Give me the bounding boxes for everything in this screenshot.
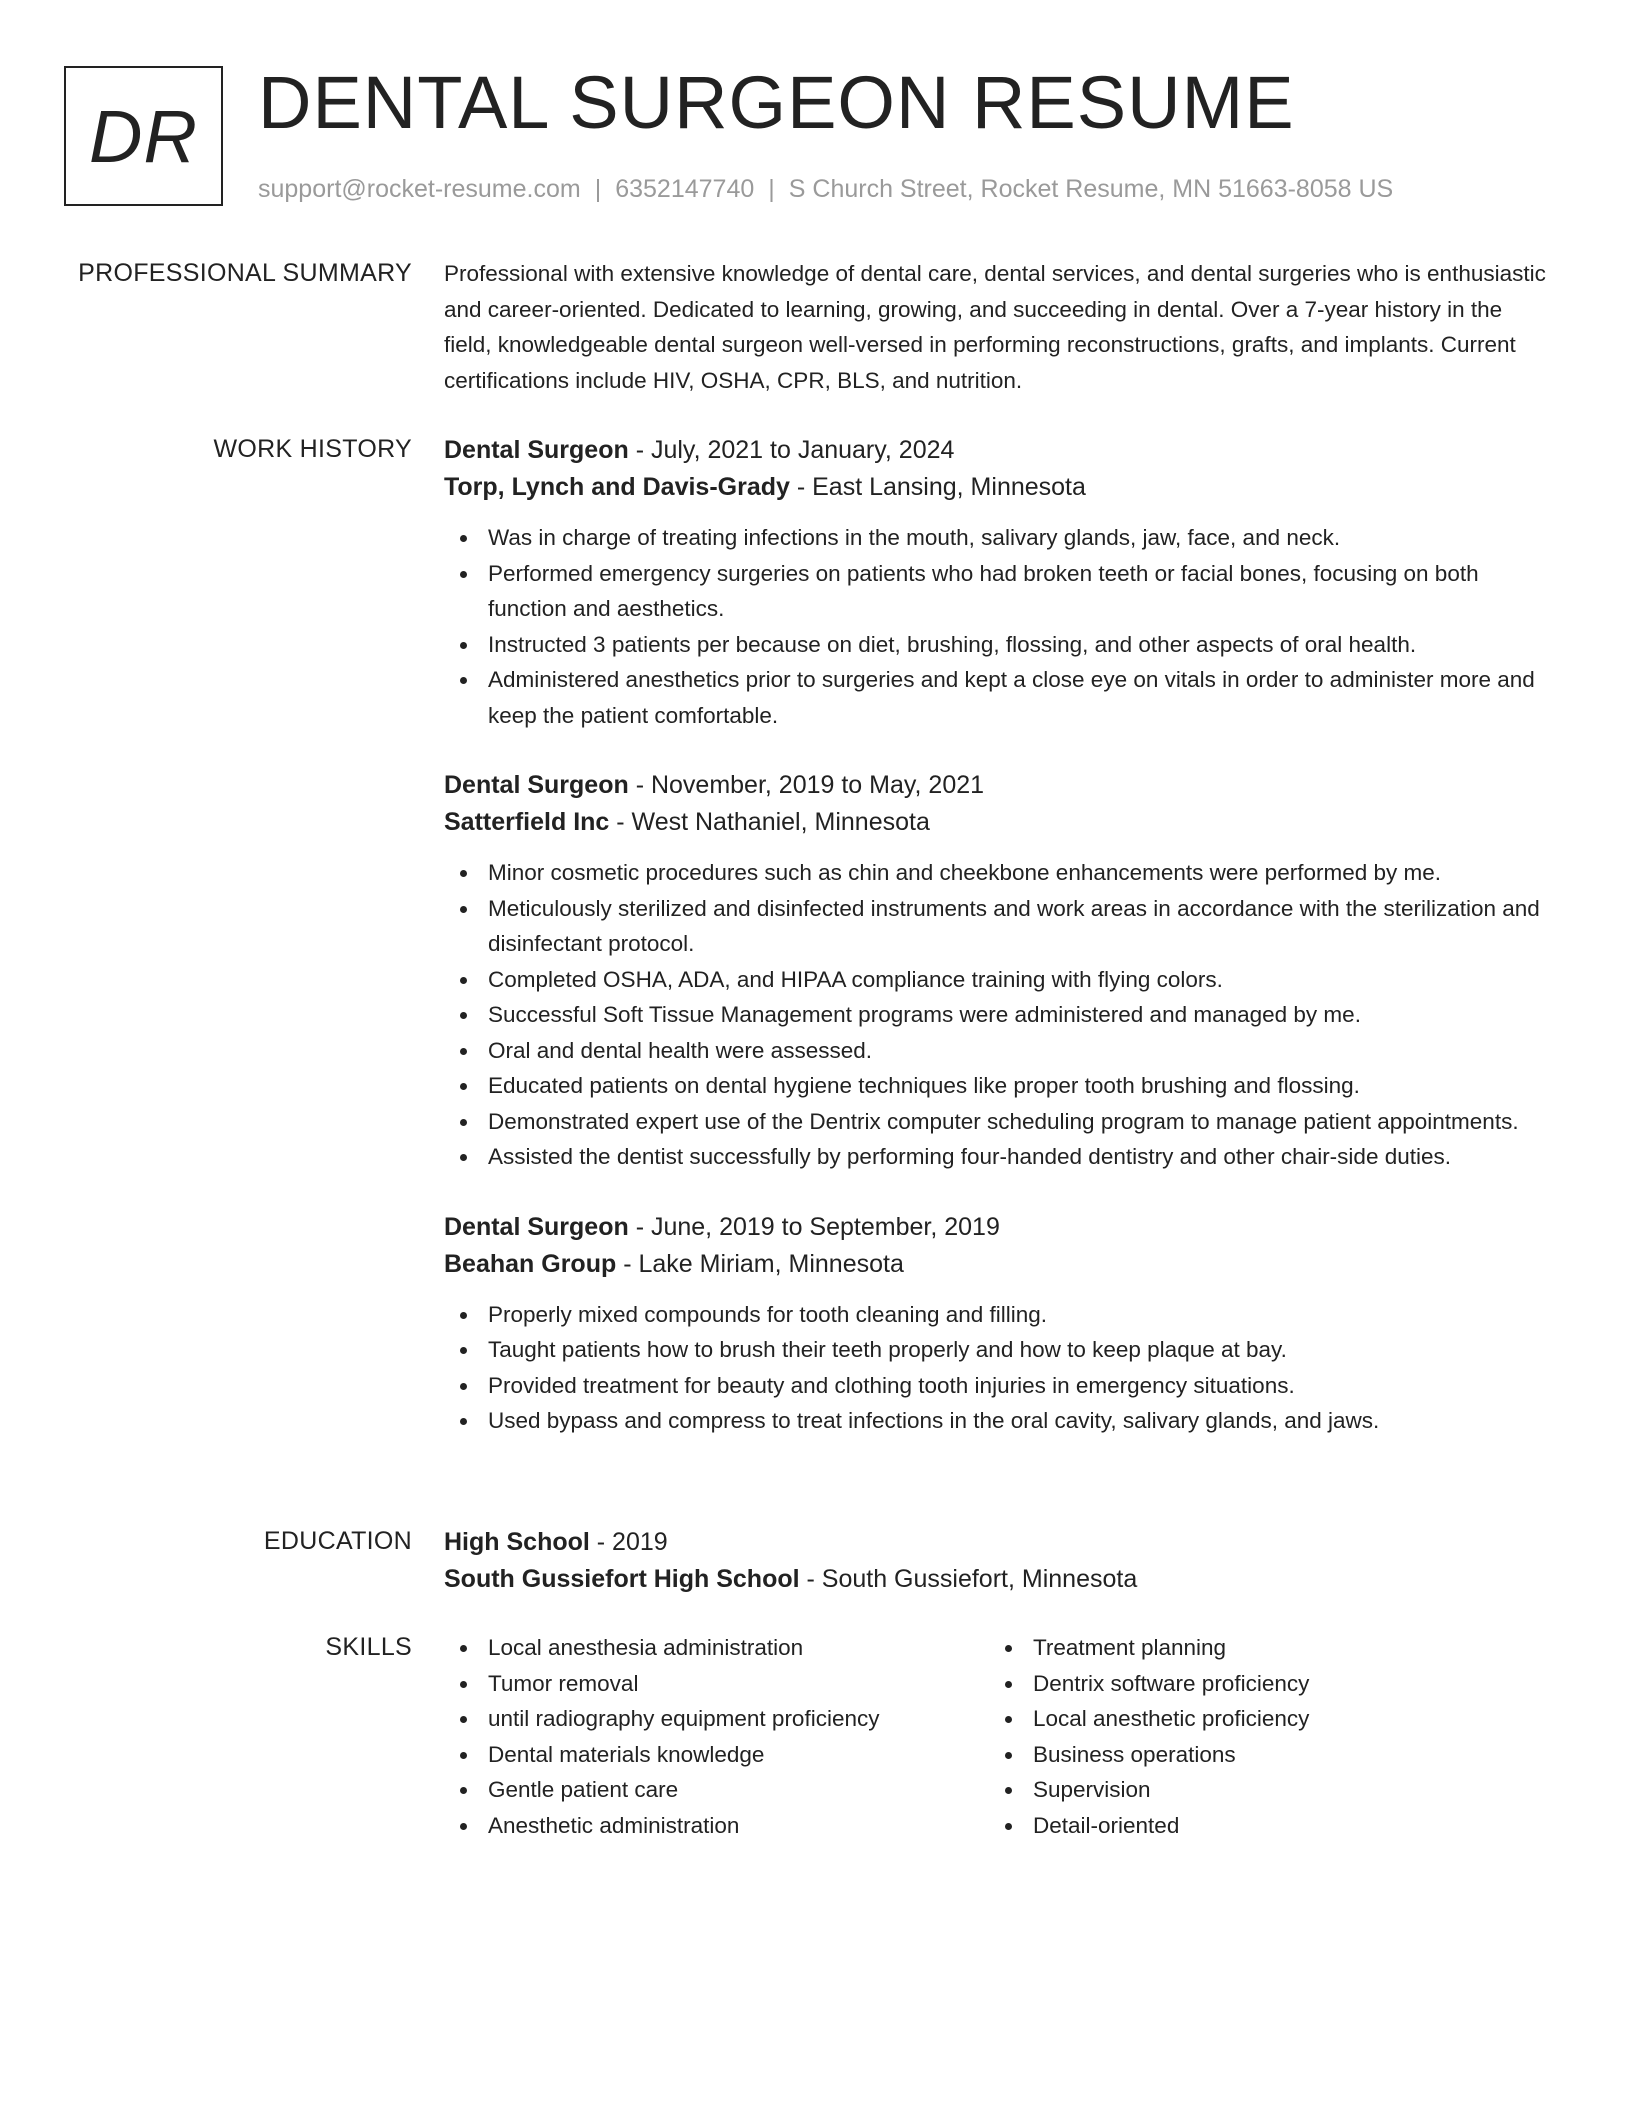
monogram-box	[64, 66, 223, 206]
job-title-line	[444, 432, 1554, 469]
job-title: Dental Surgeon	[444, 771, 629, 799]
contact-line	[258, 172, 1393, 206]
education-school: South Gussiefort High School	[444, 1565, 800, 1593]
job-bullet: Instructed 3 patients per because on diet, brushing, flossing, and other aspects of oral health.	[444, 627, 1554, 663]
job-location: - West Nathaniel, Minnesota	[609, 808, 930, 836]
skills-column-left	[444, 1630, 989, 1843]
job-entry	[444, 767, 1554, 1175]
job-bullet: Minor cosmetic procedures such as chin and cheekbone enhancements were performed by me.	[444, 855, 1554, 891]
job-entry	[444, 1209, 1554, 1439]
job-bullet: Was in charge of treating infections in the mouth, salivary glands, jaw, face, and neck.	[444, 520, 1554, 556]
job-bullets	[444, 855, 1554, 1175]
job-title: Dental Surgeon	[444, 436, 629, 464]
education-school-line	[444, 1561, 1554, 1598]
contact-address: S Church Street, Rocket Resume, MN 51663-8058 US	[788, 175, 1394, 203]
job-bullet: Used bypass and compress to treat infections in the oral cavity, salivary glands, and jaws.	[444, 1403, 1554, 1439]
skill-item: Local anesthesia administration	[444, 1630, 989, 1666]
skill-item: Dental materials knowledge	[444, 1737, 989, 1773]
skills-grid	[444, 1630, 1554, 1843]
job-bullets	[444, 520, 1554, 733]
job-bullets	[444, 1297, 1554, 1439]
job-bullet: Educated patients on dental hygiene techniques like proper tooth brushing and flossing.	[444, 1068, 1554, 1104]
job-bullet: Meticulously sterilized and disinfected instruments and work areas in accordance with the sterilization and disinfectant protocol.	[444, 891, 1554, 962]
skill-item: until radiography equipment proficiency	[444, 1701, 989, 1737]
contact-phone[interactable]: 6352147740	[615, 175, 755, 203]
job-title: Dental Surgeon	[444, 1212, 629, 1241]
job-bullet: Properly mixed compounds for tooth cleaning and filling.	[444, 1297, 1554, 1333]
skill-item: Tumor removal	[444, 1666, 989, 1702]
job-company-line	[444, 1246, 1554, 1283]
job-bullet: Provided treatment for beauty and clothing tooth injuries in emergency situations.	[444, 1368, 1554, 1404]
contact-separator: |	[768, 175, 775, 203]
job-location: - Lake Miriam, Minnesota	[616, 1249, 904, 1278]
skill-item: Dentrix software proficiency	[989, 1666, 1534, 1702]
skill-item: Business operations	[989, 1737, 1534, 1773]
education-year: - 2019	[589, 1528, 668, 1556]
contact-separator: |	[594, 175, 602, 203]
skills-column-right	[989, 1630, 1534, 1843]
skills-body	[444, 1630, 1554, 1843]
job-location: - East Lansing, Minnesota	[789, 473, 1086, 501]
job-bullet: Successful Soft Tissue Management programs were administered and managed by me.	[444, 997, 1554, 1033]
job-bullet: Administered anesthetics prior to surgeries and kept a close eye on vitals in order to administer more and keep the patient comfortable.	[444, 662, 1554, 733]
education-degree-line	[444, 1524, 1554, 1561]
monogram-initials: DR	[89, 94, 198, 178]
job-company: Beahan Group	[444, 1249, 617, 1278]
work-history-body	[444, 432, 1554, 1473]
skill-item: Local anesthetic proficiency	[989, 1701, 1534, 1737]
section-label-skills: SKILLS	[325, 1633, 412, 1661]
skill-item: Supervision	[989, 1772, 1534, 1808]
job-bullet: Performed emergency surgeries on patients who had broken teeth or facial bones, focusing on both function and aesthetics.	[444, 556, 1554, 627]
job-company: Torp, Lynch and Davis-Grady	[444, 473, 790, 501]
education-location: - South Gussiefort, Minnesota	[799, 1565, 1138, 1593]
job-bullet: Demonstrated expert use of the Dentrix computer scheduling program to manage patient appointments.	[444, 1104, 1554, 1140]
skills-list	[444, 1630, 989, 1843]
resume-title: DENTAL SURGEON RESUME	[258, 61, 1295, 144]
skill-item: Detail-oriented	[989, 1808, 1534, 1844]
job-dates: - June, 2019 to September, 2019	[628, 1212, 1000, 1241]
job-company-line	[444, 804, 1554, 841]
section-label-work-history: WORK HISTORY	[213, 435, 412, 463]
summary-body	[444, 256, 1554, 398]
skill-item: Treatment planning	[989, 1630, 1534, 1666]
job-company-line	[444, 469, 1554, 506]
job-bullet: Oral and dental health were assessed.	[444, 1033, 1554, 1069]
job-bullet: Completed OSHA, ADA, and HIPAA compliance training with flying colors.	[444, 962, 1554, 998]
section-label-education: EDUCATION	[263, 1527, 412, 1555]
section-label-summary: PROFESSIONAL SUMMARY	[78, 259, 412, 287]
contact-email[interactable]: support@rocket-resume.com	[258, 175, 581, 203]
job-title-line	[444, 1209, 1554, 1246]
skill-item: Anesthetic administration	[444, 1808, 989, 1844]
job-entry	[444, 432, 1554, 733]
job-bullet: Taught patients how to brush their teeth properly and how to keep plaque at bay.	[444, 1332, 1554, 1368]
job-title-line	[444, 767, 1554, 804]
job-bullet: Assisted the dentist successfully by performing four-handed dentistry and other chair-side duties.	[444, 1139, 1554, 1175]
job-dates: - November, 2019 to May, 2021	[628, 771, 985, 799]
education-body	[444, 1524, 1554, 1598]
job-dates: - July, 2021 to January, 2024	[628, 436, 955, 464]
skill-item: Gentle patient care	[444, 1772, 989, 1808]
summary-text: Professional with extensive knowledge of dental care, dental services, and dental surgeries who is enthusiastic and career-oriented. Dedicated to learning, growing, and succeeding in dental. Over a 7-year history in the field, knowledgeable dental surgeon well-versed in performing reconstructions, grafts, and implants. Current certifications include HIV, OSHA, CPR, BLS, and nutrition.	[444, 261, 1546, 393]
education-degree: High School	[444, 1528, 590, 1556]
skills-list	[989, 1630, 1534, 1843]
job-company: Satterfield Inc	[444, 808, 610, 836]
